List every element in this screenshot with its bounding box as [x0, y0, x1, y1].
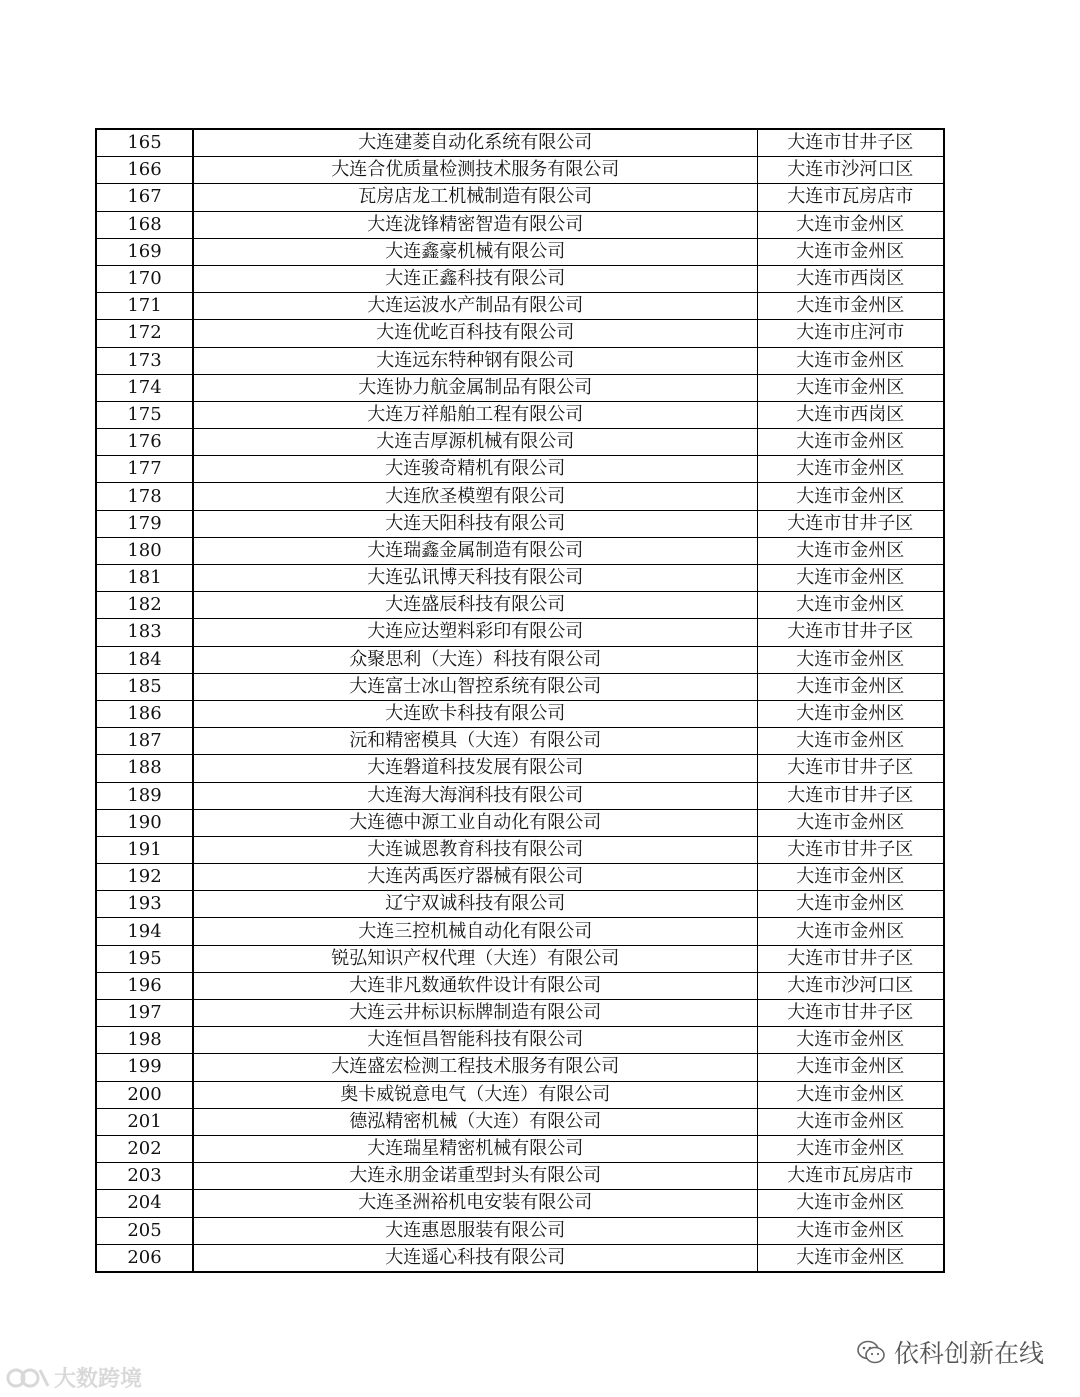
company-name: 大连协力航金属制品有限公司 [193, 374, 757, 401]
table-row [96, 619, 944, 646]
row-number: 179 [96, 510, 193, 537]
table-row [96, 755, 944, 782]
company-name: 瓦房店龙工机械制造有限公司 [193, 184, 757, 211]
district-name: 大连市金州区 [757, 809, 944, 836]
row-number: 188 [96, 755, 193, 782]
row-number: 177 [96, 456, 193, 483]
district-name: 大连市金州区 [757, 1217, 944, 1244]
table-row [96, 293, 944, 320]
row-number: 186 [96, 700, 193, 727]
row-number: 197 [96, 1000, 193, 1027]
district-name: 大连市金州区 [757, 1190, 944, 1217]
district-name: 大连市金州区 [757, 728, 944, 755]
table-row [96, 673, 944, 700]
company-name: 大连惠恩服装有限公司 [193, 1217, 757, 1244]
row-number: 193 [96, 891, 193, 918]
district-name: 大连市金州区 [757, 429, 944, 456]
table-row [96, 238, 944, 265]
table-row [96, 918, 944, 945]
row-number: 172 [96, 320, 193, 347]
table-row [96, 537, 944, 564]
district-name: 大连市金州区 [757, 646, 944, 673]
row-number: 166 [96, 157, 193, 184]
row-number: 185 [96, 673, 193, 700]
table-row [96, 157, 944, 184]
table-row [96, 483, 944, 510]
row-number: 204 [96, 1190, 193, 1217]
row-number: 167 [96, 184, 193, 211]
district-name: 大连市甘井子区 [757, 129, 944, 157]
district-name: 大连市金州区 [757, 1135, 944, 1162]
company-name: 大连鑫豪机械有限公司 [193, 238, 757, 265]
district-name: 大连市金州区 [757, 891, 944, 918]
district-name: 大连市金州区 [757, 565, 944, 592]
district-name: 大连市金州区 [757, 211, 944, 238]
row-number: 206 [96, 1244, 193, 1272]
company-name: 大连泷锋精密智造有限公司 [193, 211, 757, 238]
district-name: 大连市沙河口区 [757, 157, 944, 184]
company-name: 大连欣圣模塑有限公司 [193, 483, 757, 510]
row-number: 205 [96, 1217, 193, 1244]
company-name: 大连天阳科技有限公司 [193, 510, 757, 537]
company-name: 大连欧卡科技有限公司 [193, 700, 757, 727]
row-number: 171 [96, 293, 193, 320]
row-number: 198 [96, 1027, 193, 1054]
company-name: 大连运波水产制品有限公司 [193, 293, 757, 320]
table-row [96, 700, 944, 727]
watermark-account-text: 依科创新在线 [893, 1339, 1044, 1368]
table-row [96, 1135, 944, 1162]
table-row [96, 782, 944, 809]
district-name: 大连市金州区 [757, 864, 944, 891]
row-number: 187 [96, 728, 193, 755]
district-name: 大连市庄河市 [757, 320, 944, 347]
row-number: 168 [96, 211, 193, 238]
company-name: 大连非凡数通软件设计有限公司 [193, 972, 757, 999]
company-name: 大连万祥船舶工程有限公司 [193, 401, 757, 428]
table-row [96, 1244, 944, 1272]
district-name: 大连市甘井子区 [757, 945, 944, 972]
table-row [96, 1000, 944, 1027]
district-name: 大连市金州区 [757, 1244, 944, 1272]
wechat-icon [856, 1339, 886, 1365]
table-row [96, 1027, 944, 1054]
company-name: 大连建菱自动化系统有限公司 [193, 129, 757, 157]
district-name: 大连市金州区 [757, 673, 944, 700]
company-name: 大连盛宏检测工程技术服务有限公司 [193, 1054, 757, 1081]
table-row [96, 1217, 944, 1244]
row-number: 203 [96, 1163, 193, 1190]
company-list-body [96, 129, 944, 1272]
row-number: 174 [96, 374, 193, 401]
table-row [96, 809, 944, 836]
district-name: 大连市沙河口区 [757, 972, 944, 999]
table-row [96, 1108, 944, 1135]
watermark-account [856, 1334, 1044, 1370]
watermark-brand-text: 大数跨境 [54, 1367, 143, 1392]
row-number: 184 [96, 646, 193, 673]
company-name: 大连遥心科技有限公司 [193, 1244, 757, 1272]
table-row [96, 1081, 944, 1108]
table-row [96, 945, 944, 972]
table-row [96, 565, 944, 592]
watermark-brand [6, 1362, 142, 1393]
table-row [96, 129, 944, 157]
district-name: 大连市金州区 [757, 238, 944, 265]
company-name: 锐弘知识产权代理（大连）有限公司 [193, 945, 757, 972]
company-name: 大连正鑫科技有限公司 [193, 265, 757, 292]
table-row [96, 728, 944, 755]
row-number: 170 [96, 265, 193, 292]
row-number: 200 [96, 1081, 193, 1108]
company-name: 大连合优质量检测技术服务有限公司 [193, 157, 757, 184]
company-name: 大连芮禹医疗器械有限公司 [193, 864, 757, 891]
district-name: 大连市金州区 [757, 293, 944, 320]
company-name: 大连三控机械自动化有限公司 [193, 918, 757, 945]
company-name: 大连骏奇精机有限公司 [193, 456, 757, 483]
company-name: 大连永朋金诺重型封头有限公司 [193, 1163, 757, 1190]
row-number: 183 [96, 619, 193, 646]
table-row [96, 320, 944, 347]
company-name: 大连瑞星精密机械有限公司 [193, 1135, 757, 1162]
company-name: 大连应达塑料彩印有限公司 [193, 619, 757, 646]
company-name: 大连德中源工业自动化有限公司 [193, 809, 757, 836]
district-name: 大连市西岗区 [757, 265, 944, 292]
table-row [96, 972, 944, 999]
table-row [96, 646, 944, 673]
table-row [96, 265, 944, 292]
company-name: 大连诚恩教育科技有限公司 [193, 836, 757, 863]
row-number: 190 [96, 809, 193, 836]
company-name: 辽宁双诚科技有限公司 [193, 891, 757, 918]
district-name: 大连市金州区 [757, 1027, 944, 1054]
table-row [96, 211, 944, 238]
table-row [96, 184, 944, 211]
row-number: 181 [96, 565, 193, 592]
district-name: 大连市甘井子区 [757, 510, 944, 537]
logo-mark [6, 1365, 50, 1391]
district-name: 大连市甘井子区 [757, 1000, 944, 1027]
district-name: 大连市瓦房店市 [757, 1163, 944, 1190]
district-name: 大连市甘井子区 [757, 755, 944, 782]
district-name: 大连市金州区 [757, 1081, 944, 1108]
district-name: 大连市甘井子区 [757, 619, 944, 646]
company-name: 大连远东特种钢有限公司 [193, 347, 757, 374]
company-name: 大连盛辰科技有限公司 [193, 592, 757, 619]
district-name: 大连市金州区 [757, 483, 944, 510]
company-name: 大连吉厚源机械有限公司 [193, 429, 757, 456]
district-name: 大连市金州区 [757, 537, 944, 564]
table-row [96, 456, 944, 483]
district-name: 大连市金州区 [757, 456, 944, 483]
table-row [96, 836, 944, 863]
company-list-table [95, 128, 945, 1273]
row-number: 175 [96, 401, 193, 428]
district-name: 大连市甘井子区 [757, 782, 944, 809]
table-row [96, 864, 944, 891]
row-number: 178 [96, 483, 193, 510]
district-name: 大连市西岗区 [757, 401, 944, 428]
row-number: 173 [96, 347, 193, 374]
district-name: 大连市金州区 [757, 592, 944, 619]
row-number: 196 [96, 972, 193, 999]
company-name: 大连恒昌智能科技有限公司 [193, 1027, 757, 1054]
table-row [96, 891, 944, 918]
company-name: 大连优屹百科技有限公司 [193, 320, 757, 347]
table-row [96, 510, 944, 537]
company-name: 大连弘讯博天科技有限公司 [193, 565, 757, 592]
district-name: 大连市金州区 [757, 918, 944, 945]
row-number: 199 [96, 1054, 193, 1081]
district-name: 大连市金州区 [757, 347, 944, 374]
district-name: 大连市金州区 [757, 700, 944, 727]
district-name: 大连市金州区 [757, 1108, 944, 1135]
table-row [96, 401, 944, 428]
row-number: 191 [96, 836, 193, 863]
table-row [96, 347, 944, 374]
row-number: 182 [96, 592, 193, 619]
row-number: 176 [96, 429, 193, 456]
district-name: 大连市金州区 [757, 374, 944, 401]
row-number: 169 [96, 238, 193, 265]
district-name: 大连市瓦房店市 [757, 184, 944, 211]
row-number: 180 [96, 537, 193, 564]
company-name: 大连富士冰山智控系统有限公司 [193, 673, 757, 700]
table-row [96, 374, 944, 401]
row-number: 192 [96, 864, 193, 891]
district-name: 大连市金州区 [757, 1054, 944, 1081]
company-name: 大连磐道科技发展有限公司 [193, 755, 757, 782]
table-row [96, 592, 944, 619]
company-name: 大连云井标识标牌制造有限公司 [193, 1000, 757, 1027]
company-name: 德泓精密机械（大连）有限公司 [193, 1108, 757, 1135]
row-number: 165 [96, 129, 193, 157]
table-row [96, 1163, 944, 1190]
table-row [96, 429, 944, 456]
company-name: 众聚思利（大连）科技有限公司 [193, 646, 757, 673]
company-name: 沅和精密模具（大连）有限公司 [193, 728, 757, 755]
row-number: 201 [96, 1108, 193, 1135]
company-name: 大连海大海润科技有限公司 [193, 782, 757, 809]
company-name: 奥卡威锐意电气（大连）有限公司 [193, 1081, 757, 1108]
table-row [96, 1190, 944, 1217]
row-number: 194 [96, 918, 193, 945]
table-row [96, 1054, 944, 1081]
company-name: 大连圣洲裕机电安装有限公司 [193, 1190, 757, 1217]
district-name: 大连市甘井子区 [757, 836, 944, 863]
company-name: 大连瑞鑫金属制造有限公司 [193, 537, 757, 564]
row-number: 202 [96, 1135, 193, 1162]
row-number: 195 [96, 945, 193, 972]
row-number: 189 [96, 782, 193, 809]
